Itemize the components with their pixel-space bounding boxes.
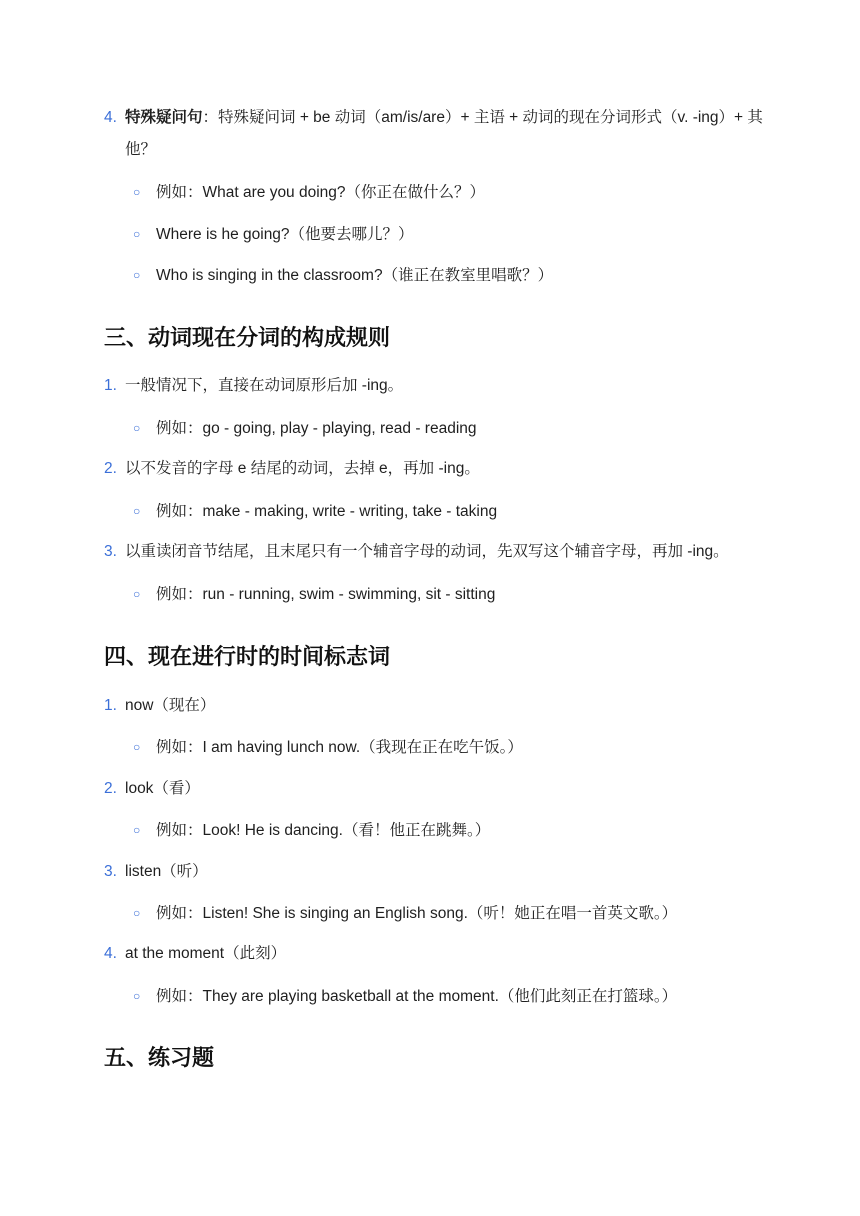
hollow-bullet-icon: ○ <box>133 504 141 518</box>
list-item-text: 以重读闭音节结尾，且末尾只有一个辅音字母的动词，先双写这个辅音字母，再加 -ing。 <box>125 543 729 560</box>
section-heading-time-markers: 四、现在进行时的时间标志词 <box>104 644 391 669</box>
example-text: 例如：go - going, play - playing, read - reading <box>156 420 477 437</box>
list-item-text: listen（听） <box>125 863 208 880</box>
example-text: 例如：I am having lunch now.（我现在正在吃午饭。） <box>156 739 523 756</box>
hollow-bullet-icon: ○ <box>133 185 141 199</box>
list-number: 2. <box>104 460 117 477</box>
list-item-text: at the moment（此刻） <box>125 945 287 962</box>
list-number: 3. <box>104 863 117 880</box>
hollow-bullet-icon: ○ <box>133 823 141 837</box>
list-item-text: 一般情况下，直接在动词原形后加 -ing。 <box>125 377 404 394</box>
bold-label: 特殊疑问句 <box>125 109 203 126</box>
hollow-bullet-icon: ○ <box>133 268 141 282</box>
list-item <box>104 773 764 805</box>
example-text: 例如：run - running, swim - swimming, sit - sitting <box>156 586 496 603</box>
example-item <box>133 578 773 611</box>
list-item-text: look（看） <box>125 780 200 797</box>
item-description: ：特殊疑问词 + be 动词（am/is/are）+ 主语 + 动词的现在分词形式（v. -ing）+ 其他？ <box>125 109 763 158</box>
example-item <box>133 176 773 209</box>
example-text: Where is he going?（他要去哪儿？） <box>156 226 414 243</box>
list-item-text: now（现在） <box>125 697 216 714</box>
list-item <box>104 453 764 485</box>
section-heading-exercises: 五、练习题 <box>104 1045 215 1070</box>
example-item <box>133 495 773 528</box>
hollow-bullet-icon: ○ <box>133 421 141 435</box>
list-number: 4. <box>104 109 117 126</box>
example-text: 例如：Listen! She is singing an English song.（听！她正在唱一首英文歌。） <box>156 905 678 922</box>
hollow-bullet-icon: ○ <box>133 227 141 241</box>
list-number: 3. <box>104 543 117 560</box>
hollow-bullet-icon: ○ <box>133 740 141 754</box>
example-item <box>133 980 773 1013</box>
list-item <box>104 856 764 888</box>
example-text: 例如：make - making, write - writing, take - taking <box>156 503 498 520</box>
list-item-text <box>125 102 764 166</box>
hollow-bullet-icon: ○ <box>133 587 141 601</box>
list-item-special-question <box>104 102 764 166</box>
list-number: 1. <box>104 377 117 394</box>
list-item <box>104 938 764 970</box>
example-item <box>133 814 773 847</box>
list-item <box>104 536 784 568</box>
example-text: 例如：They are playing basketball at the moment.（他们此刻正在打篮球。） <box>156 988 678 1005</box>
example-item <box>133 412 773 445</box>
example-text: Who is singing in the classroom?（谁正在教室里唱歌？） <box>156 267 554 284</box>
example-item <box>133 897 773 930</box>
example-text: 例如：What are you doing?（你正在做什么？） <box>156 184 486 201</box>
hollow-bullet-icon: ○ <box>133 989 141 1003</box>
section-heading-participle-rules: 三、动词现在分词的构成规则 <box>104 325 391 350</box>
list-number: 2. <box>104 780 117 797</box>
list-number: 1. <box>104 697 117 714</box>
example-item <box>133 731 773 764</box>
list-item <box>104 370 764 402</box>
example-item <box>133 218 773 251</box>
list-number: 4. <box>104 945 117 962</box>
list-item-text: 以不发音的字母 e 结尾的动词，去掉 e，再加 -ing。 <box>125 460 480 477</box>
example-item <box>133 259 773 292</box>
example-text: 例如：Look! He is dancing.（看！他正在跳舞。） <box>156 822 491 839</box>
hollow-bullet-icon: ○ <box>133 906 141 920</box>
list-item <box>104 690 764 722</box>
